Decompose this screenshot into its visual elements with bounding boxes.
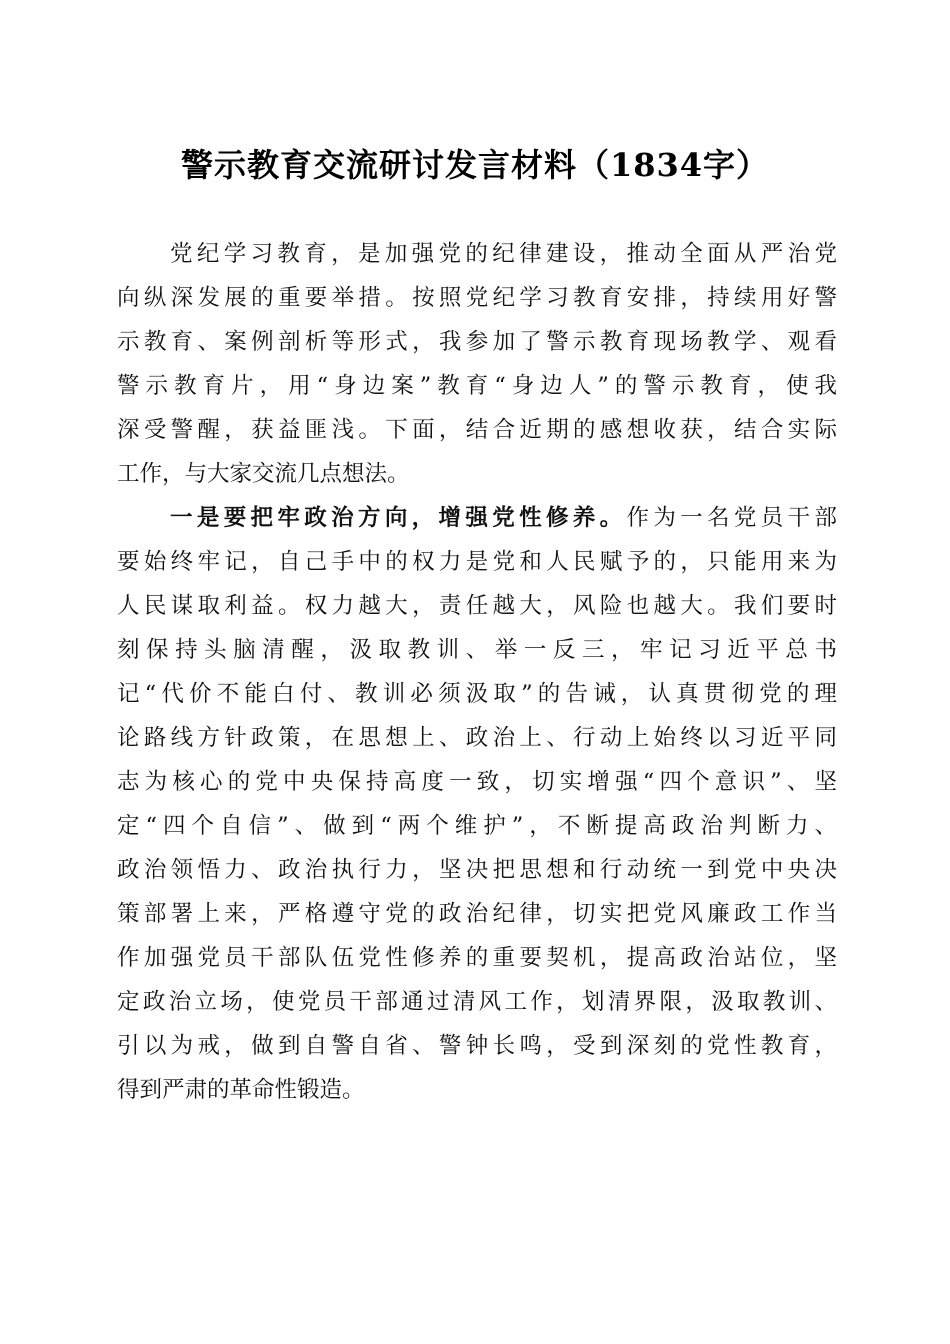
paragraph-line: 论路线方针政策，在思想上、政治上、行动上始终以习近平同 [117, 725, 837, 751]
paragraph-lead: 一是要把牢政治方向，增强党性修养。 [170, 505, 627, 531]
paragraph-line: 志为核心的党中央保持高度一致，切实增强“四个意识”、坚 [117, 769, 837, 795]
paragraph-line: 示教育、案例剖析等形式，我参加了警示教育现场教学、观看 [117, 329, 837, 355]
paragraph-line: 作加强党员干部队伍党性修养的重要契机，提高政治站位，坚 [117, 945, 837, 971]
document-body [117, 232, 837, 1112]
paragraph-line [117, 496, 837, 540]
paragraph-line: 党纪学习教育，是加强党的纪律建设，推动全面从严治党 [170, 241, 837, 267]
document-title: 警示教育交流研讨发言材料（1834字） [180, 146, 770, 184]
paragraph-line: 得到严肃的革命性锻造。 [117, 1077, 365, 1103]
paragraph-line: 政治领悟力、政治执行力，坚决把思想和行动统一到党中央决 [117, 857, 837, 883]
paragraph-line: 工作，与大家交流几点想法。 [117, 461, 410, 487]
paragraph-text: 作为一名党员干部 [626, 505, 837, 531]
paragraph-line: 人民谋取利益。权力越大，责任越大，风险也越大。我们要时 [117, 593, 837, 619]
paragraph-line: 深受警醒，获益匪浅。下面，结合近期的感想收获，结合实际 [117, 417, 837, 443]
paragraph-line: 引以为戒，做到自警自省、警钟长鸣，受到深刻的党性教育， [117, 1033, 837, 1059]
paragraph-line: 刻保持头脑清醒，汲取教训、举一反三，牢记习近平总书 [117, 637, 837, 663]
paragraph-line: 要始终牢记，自己手中的权力是党和人民赋予的，只能用来为 [117, 549, 837, 575]
paragraph-line: 记“代价不能白付、教训必须汲取”的告诫，认真贯彻党的理 [117, 681, 837, 707]
paragraph-line: 定“四个自信”、做到“两个维护”，不断提高政治判断力、 [117, 813, 837, 839]
paragraph-line: 警示教育片，用“身边案”教育“身边人”的警示教育，使我 [117, 373, 837, 399]
paragraph-line: 向纵深发展的重要举措。按照党纪学习教育安排，持续用好警 [117, 285, 837, 311]
paragraph-line: 策部署上来，严格遵守党的政治纪律，切实把党风廉政工作当 [117, 901, 837, 927]
paragraph-line: 定政治立场，使党员干部通过清风工作，划清界限，汲取教训、 [117, 989, 837, 1015]
